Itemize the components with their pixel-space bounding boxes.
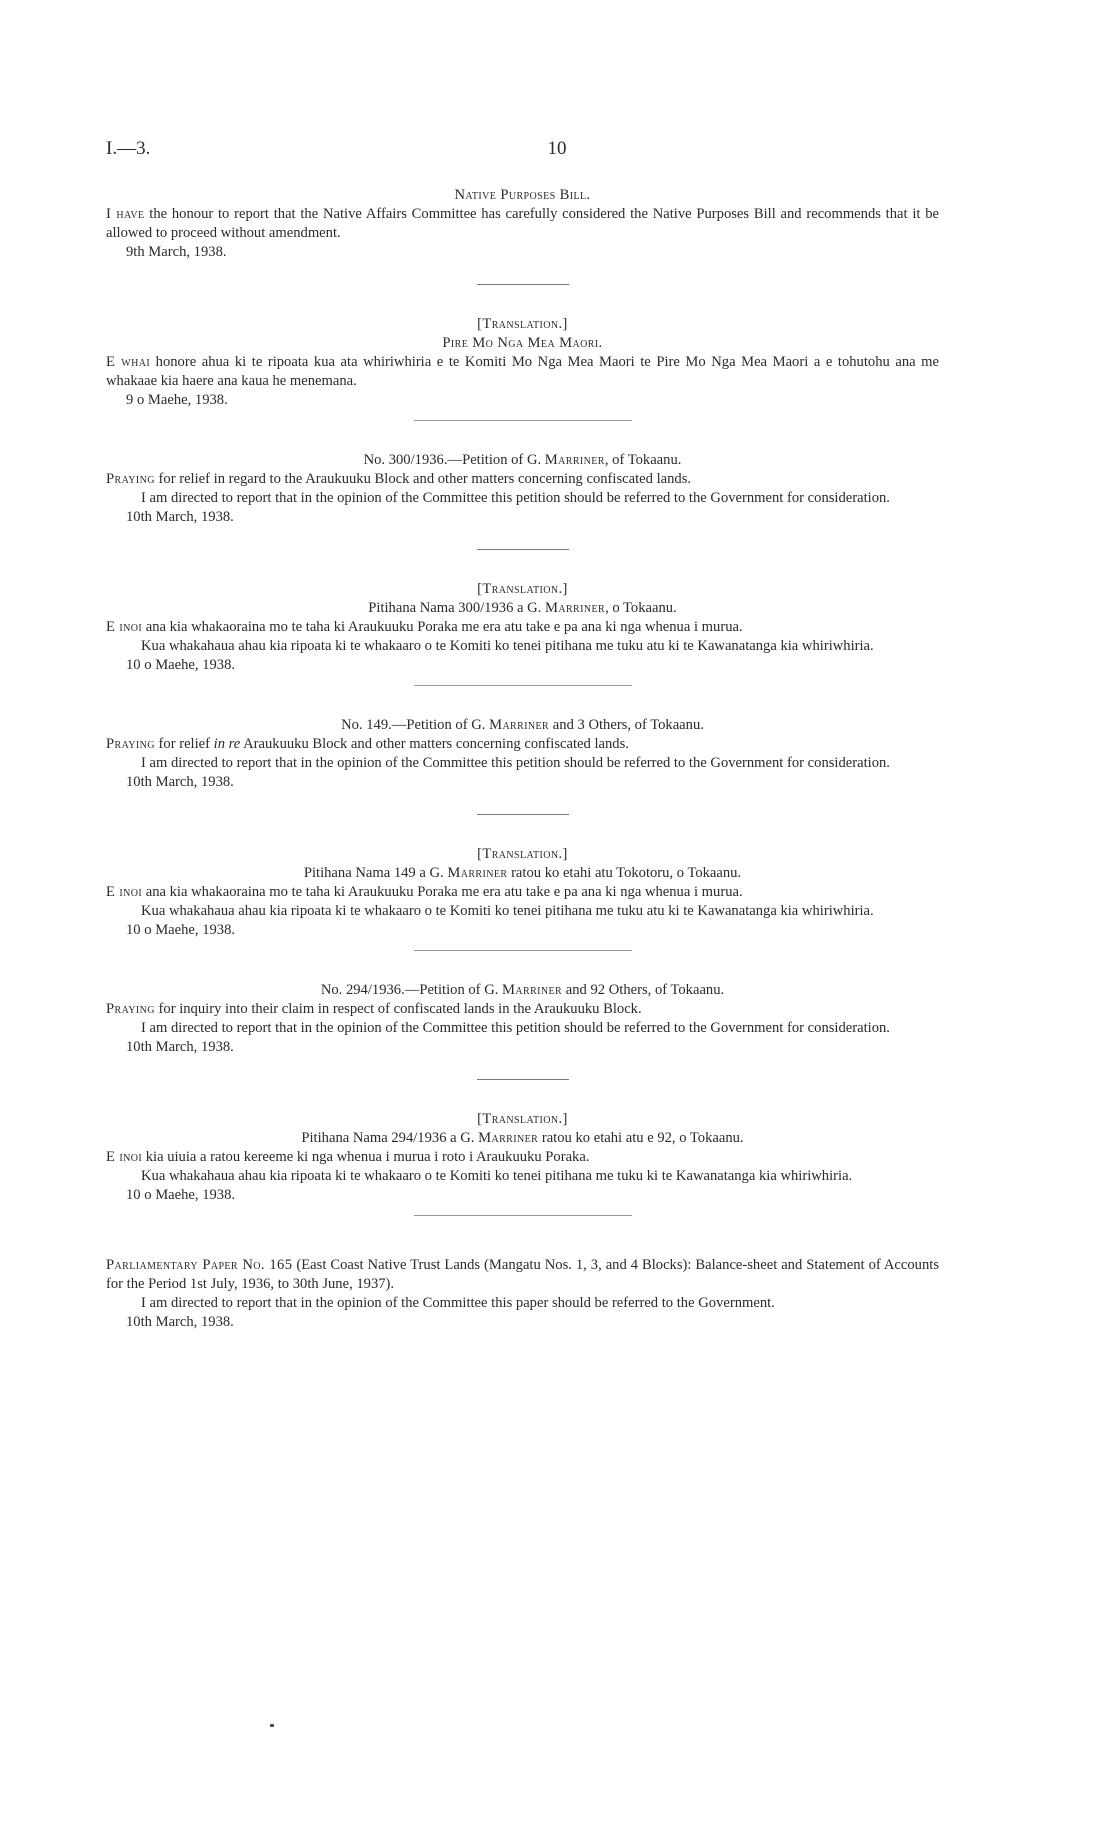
translation-label: [Translation.]: [477, 316, 568, 332]
report-paragraph: [106, 470, 939, 489]
report-paragraph: Kua whakahaua ahau kia ripoata ki te whakaaro o te Komiti ko tenei pitihana me tuku ki te Kawanatanga kia whiriwhiria.: [141, 1168, 853, 1184]
section-title: Pitihana Nama 300/1936 a G. Marriner, o Tokaanu.: [368, 600, 677, 616]
section-parliamentary-paper-165: [106, 1256, 939, 1332]
report-paragraph: [106, 205, 939, 243]
report-paragraph: [106, 1148, 939, 1167]
document-body: [106, 186, 939, 1332]
paragraph-text: honore ahua ki te ripoata kua ata whiriwhiria e te Komiti Mo Nga Mea Maori te Pire Mo Nga Mea Maori a e tohutohu ana me whakaae kia haere ana kaua he menemana.: [106, 354, 939, 389]
paragraph-text: for relief in regard to the Araukuuku Block and other matters concerning confiscated lands.: [154, 471, 692, 487]
translation-label: [Translation.]: [477, 581, 568, 597]
section-translation-pire: [106, 315, 939, 410]
report-paragraph: [106, 618, 939, 637]
section-title: Pitihana Nama 294/1936 a G. Marriner ratou ko etahi atu e 92, o Tokaanu.: [301, 1130, 744, 1146]
section-translation-300: [106, 580, 939, 675]
report-paragraph: Kua whakahaua ahau kia ripoata ki te whakaaro o te Komiti ko tenei pitihana me tuku atu ki te Kawanatanga kia whiriwhiria.: [141, 903, 874, 919]
section-petition-300: [106, 451, 939, 527]
date-line: 10 o Maehe, 1938.: [126, 922, 236, 938]
section-petition-149: [106, 716, 939, 792]
translation-label: [Translation.]: [477, 846, 568, 862]
paragraph-text: kia uiuia a ratou kereeme ki nga whenua i murua i roto i Araukuuku Poraka.: [142, 1149, 590, 1165]
date-line: 10th March, 1938.: [126, 1039, 234, 1055]
section-title: No. 149.—Petition of G. Marriner and 3 Others, of Tokaanu.: [341, 717, 704, 733]
lead-words: Praying: [106, 1001, 155, 1017]
section-title: No. 294/1936.—Petition of G. Marriner and 92 Others, of Tokaanu.: [320, 982, 725, 998]
lead-words: E whai: [106, 354, 151, 370]
section-translation-149: [106, 845, 939, 940]
paragraph-text: ana kia whakaoraina mo te taha ki Araukuuku Poraka me era atu take e pa ana ki nga whenua i murua.: [142, 619, 743, 635]
section-title: Pitihana Nama 149 a G. Marriner ratou ko etahi atu Tokotoru, o Tokaanu.: [303, 865, 742, 881]
report-paragraph: [106, 353, 939, 391]
lead-words: E inoi: [106, 619, 143, 635]
page-number: 10: [547, 138, 567, 159]
translation-label: [Translation.]: [477, 1111, 568, 1127]
report-paragraph: Kua whakahaua ahau kia ripoata ki te whakaaro o te Komiti ko tenei pitihana me tuku atu ki te Kawanatanga kia whiriwhiria.: [141, 638, 874, 654]
lead-words: Praying: [106, 736, 155, 752]
ink-speck: [270, 1724, 274, 1727]
date-line: 9 o Maehe, 1938.: [126, 392, 228, 408]
section-title: Native Purposes Bill.: [454, 187, 591, 203]
lead-words: Praying: [106, 471, 155, 487]
lead-words: E inoi: [106, 1149, 143, 1165]
date-line: 10 o Maehe, 1938.: [126, 1187, 236, 1203]
report-paragraph: I am directed to report that in the opinion of the Committee this petition should be referred to the Government for consideration.: [141, 755, 890, 771]
report-paragraph: I am directed to report that in the opinion of the Committee this petition should be referred to the Government for consideration.: [141, 1020, 890, 1036]
section-title: No. 300/1936.—Petition of G. Marriner, of Tokaanu.: [363, 452, 682, 468]
date-line: 10 o Maehe, 1938.: [126, 657, 236, 673]
date-line: 10th March, 1938.: [126, 774, 234, 790]
paragraph-text: the honour to report that the Native Affairs Committee has carefully considered the Native Purposes Bill and recommends that it be allowed to proceed without amendment.: [106, 206, 939, 241]
paragraph-text: for inquiry into their claim in respect of confiscated lands in the Araukuuku Block.: [154, 1001, 642, 1017]
page-header: [106, 138, 1008, 162]
report-paragraph: [106, 1256, 939, 1294]
report-paragraph: [106, 1000, 939, 1019]
report-paragraph: I am directed to report that in the opinion of the Committee this paper should be referred to the Government.: [141, 1295, 775, 1311]
lead-words: E inoi: [106, 884, 143, 900]
lead-words: Parliamentary Paper No. 165: [106, 1257, 293, 1273]
lead-words: I have: [106, 206, 145, 222]
paper-reference: I.—3.: [106, 138, 151, 159]
paragraph-text: ana kia whakaoraina mo te taha ki Araukuuku Poraka me era atu take e pa ana ki nga whenua i murua.: [142, 884, 743, 900]
report-paragraph: [106, 883, 939, 902]
date-line: 10th March, 1938.: [126, 1314, 234, 1330]
date-line: 10th March, 1938.: [126, 509, 234, 525]
report-paragraph: I am directed to report that in the opinion of the Committee this petition should be referred to the Government for consideration.: [141, 490, 890, 506]
paragraph-text: (East Coast Native Trust Lands (Mangatu Nos. 1, 3, and 4 Blocks): Balance-sheet and Statement of Accounts for the Period 1st July, 1936, to 30th June, 1937).: [106, 1257, 940, 1292]
section-native-purposes-bill: [106, 186, 939, 262]
report-paragraph: Praying for relief in re Araukuuku Block and other matters concerning confiscated lands.: [106, 736, 629, 752]
date-line: 9th March, 1938.: [126, 244, 227, 260]
section-petition-294: [106, 981, 939, 1057]
section-title: Pire Mo Nga Mea Maori.: [442, 335, 603, 351]
section-translation-294: [106, 1110, 939, 1205]
